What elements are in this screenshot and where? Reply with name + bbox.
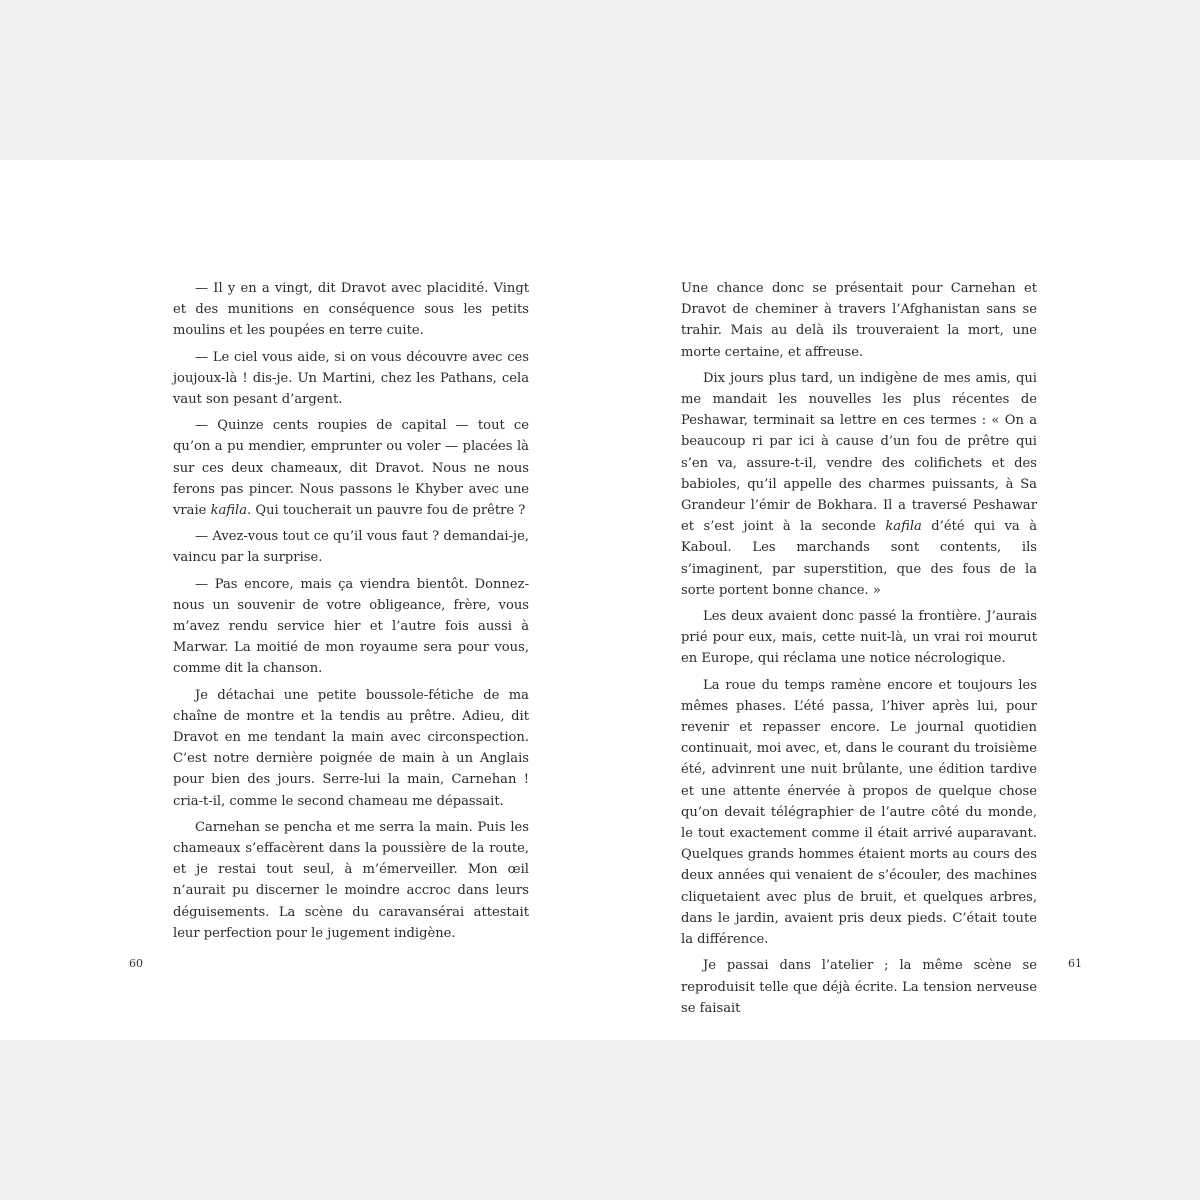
page-number-right: 61 xyxy=(1068,957,1082,970)
paragraph: La roue du temps ramène encore et toujours les mêmes phases. L’été passa, l’hiver après lui, pour revenir et repasser encore. Le journal quotidien continuait, moi avec, et, dans le courant du troisième été, advinrent une nuit brûlante, une édition tardive et une attente énervée à propos de quelque chose qu’on devait télégraphier de l’autre côté du monde, le tout exactement comme il était arrivé auparavant. Quelques grands hommes étaient morts au cours des deux années qui venaient de s’écouler, des machines cliquetaient avec plus de bruit, et quelques arbres, dans le jardin, avaient pris deux pieds. C’était toute la différence. xyxy=(681,677,1037,948)
right-page-text xyxy=(681,278,1037,1024)
italic-term: kafila xyxy=(885,519,922,535)
paragraph: — Pas encore, mais ça viendra bientôt. Donnez-nous un souvenir de votre obligeance, frère, vous m’avez rendu service hier et l’autre fois aussi à Marwar. La moitié de mon royaume sera pour vous, comme dit la chanson. xyxy=(173,576,529,677)
book-spread xyxy=(0,160,1200,1040)
paragraph xyxy=(173,415,529,521)
page-number-left: 60 xyxy=(129,957,143,970)
paragraph: Une chance donc se présentait pour Carnehan et Dravot de cheminer à travers l’Afghanistan sans se trahir. Mais au delà ils trouveraient la mort, une morte certaine, et affreuse. xyxy=(681,281,1037,360)
paragraph xyxy=(681,368,1037,601)
paragraph-text: Dix jours plus tard, un indigène de mes amis, qui me mandait les nouvelles les plus récentes de Peshawar, terminait sa lettre en ces termes : « On a beaucoup ri par ici à cause d’un fou de prêtre qui s’en va, assure-t-il, vendre des colifichets et des babioles, qu’il appelle des charmes puissants, à Sa Grandeur l’émir de Bokhara. Il a traversé Peshawar et s’est joint à la seconde xyxy=(681,370,1037,535)
paragraph-text: d’été qui va à Kaboul. Les marchands sont contents, ils s’imaginent, par superstition, que des fous de la sorte portent bonne chance. » xyxy=(681,519,1038,598)
paragraph: — Il y en a vingt, dit Dravot avec placidité. Vingt et des munitions en conséquence sous les petits moulins et les poupées en terre cuite. xyxy=(173,281,529,339)
paragraph: Je passai dans l’atelier ; la même scène se reproduisit telle que déjà écrite. La tension nerveuse se faisait xyxy=(681,958,1037,1016)
paragraph: Carnehan se pencha et me serra la main. Puis les chameaux s’effacèrent dans la poussière de la route, et je restai tout seul, à m’émerveiller. Mon œil n’aurait pu discerner le moindre accroc dans leurs déguisements. La scène du caravansérai attestait leur perfection pour le jugement indigène. xyxy=(173,819,529,941)
paragraph: — Le ciel vous aide, si on vous découvre avec ces joujoux-là ! dis-je. Un Martini, chez les Pathans, cela vaut son pesant d’argent. xyxy=(173,349,529,408)
paragraph-text: . Qui toucherait un pauvre fou de prêtre ? xyxy=(247,503,526,519)
paragraph: — Avez-vous tout ce qu’il vous faut ? demandai-je, vaincu par la surprise. xyxy=(173,529,529,566)
paragraph-text: — Quinze cents roupies de capital — tout ce qu’on a pu mendier, emprunter ou voler — placées là sur ces deux chameaux, dit Dravot. Nous ne nous ferons pas pincer. Nous passons le Khyber avec une vraie xyxy=(173,418,529,519)
left-page-text xyxy=(173,278,529,949)
paragraph: Les deux avaient donc passé la frontière. J’aurais prié pour eux, mais, cette nuit-là, un vrai roi mourut en Europe, qui réclama une notice nécrologique. xyxy=(681,609,1037,667)
paragraph: Je détachai une petite boussole-fétiche de ma chaîne de montre et la tendis au prêtre. Adieu, dit Dravot en me tendant la main avec circonspection. C’est notre dernière poignée de main à un Anglais pour bien des jours. Serre-lui la main, Carnehan ! cria-t-il, comme le second chameau me dépassait. xyxy=(173,687,529,809)
italic-term: kafila xyxy=(210,503,248,519)
